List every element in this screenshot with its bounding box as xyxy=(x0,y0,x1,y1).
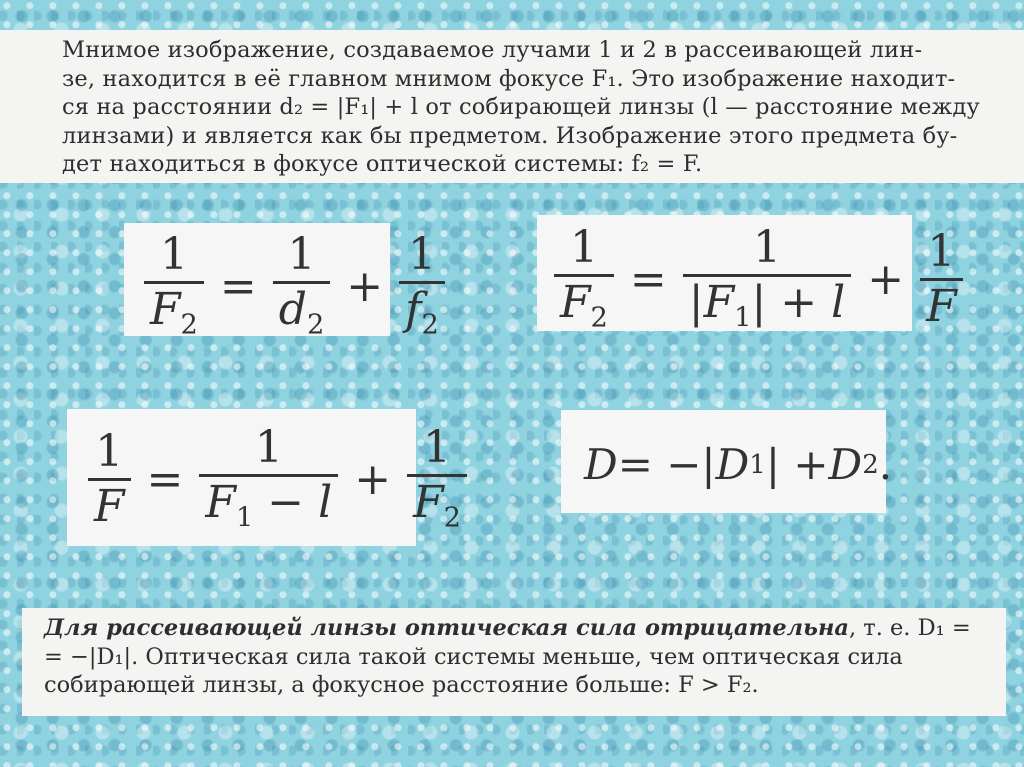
numerator: 1 xyxy=(408,229,436,280)
equals-sign: = xyxy=(219,260,257,312)
paragraph-line: линзами) и является как бы предметом. Изображение этого предмета бу- xyxy=(62,122,958,149)
denominator: $F_2$ xyxy=(150,284,198,341)
fraction xyxy=(920,225,963,332)
paragraph-line: Мнимое изображение, создаваемое лучами 1 и 2 в рассеивающей лин- xyxy=(62,37,923,63)
denominator: $F_1 - l$ xyxy=(205,477,333,534)
formula-1 xyxy=(138,229,451,341)
denominator: $d_2$ xyxy=(278,284,325,341)
paragraph-line: ся на расстоянии d₂ = |F₁| + l от собирающей линзы (l — расстояние между xyxy=(62,94,980,120)
denominator: $F_2$ xyxy=(560,277,608,334)
plus-sign: + xyxy=(346,260,384,312)
denominator: $|F_1| + l$ xyxy=(688,277,846,334)
numerator: 1 xyxy=(159,229,188,280)
numerator: 1 xyxy=(569,222,598,273)
plus-sign: + xyxy=(354,453,392,505)
fraction xyxy=(399,229,445,341)
paragraph-line: = −|D₁|. Оптическая сила такой системы меньше, чем оптическая сила xyxy=(44,643,903,670)
numerator: 1 xyxy=(753,222,781,273)
equals-sign: = xyxy=(146,453,184,505)
formula-4: D = −| D 1 | + D 2 . xyxy=(584,440,893,489)
fraction xyxy=(273,229,331,341)
paragraph-line: дет находиться в фокусе оптической системы: f₂ = F. xyxy=(62,151,703,177)
paragraph-line: зе, находится в её главном мнимом фокусе F₁. Это изображение находит- xyxy=(62,65,956,92)
numerator: 1 xyxy=(254,422,283,473)
equals-sign: = xyxy=(629,253,667,305)
numerator: 1 xyxy=(927,225,956,277)
paragraph-line: Для рассеивающей линзы оптическая сила отрицательна, т. е. D₁ = xyxy=(44,615,971,641)
fraction xyxy=(554,222,614,334)
numerator: 1 xyxy=(423,422,452,473)
numerator: 1 xyxy=(287,229,316,280)
denominator: F xyxy=(926,280,957,332)
denominator: $F_2$ xyxy=(413,477,461,534)
fraction xyxy=(144,229,204,341)
fraction xyxy=(199,422,338,534)
formula-2 xyxy=(548,222,969,334)
fraction xyxy=(407,422,467,534)
plus-sign: + xyxy=(867,253,905,305)
formula-3 xyxy=(82,422,473,534)
numerator: 1 xyxy=(95,425,124,477)
top-paragraph xyxy=(0,30,1024,183)
bottom-paragraph xyxy=(22,608,1006,716)
denominator: F xyxy=(94,480,125,532)
paragraph-line: собирающей линзы, а фокусное расстояние больше: F > F₂. xyxy=(44,672,759,698)
fraction xyxy=(88,425,131,532)
fraction xyxy=(683,222,851,334)
denominator: $f_2$ xyxy=(405,284,439,341)
